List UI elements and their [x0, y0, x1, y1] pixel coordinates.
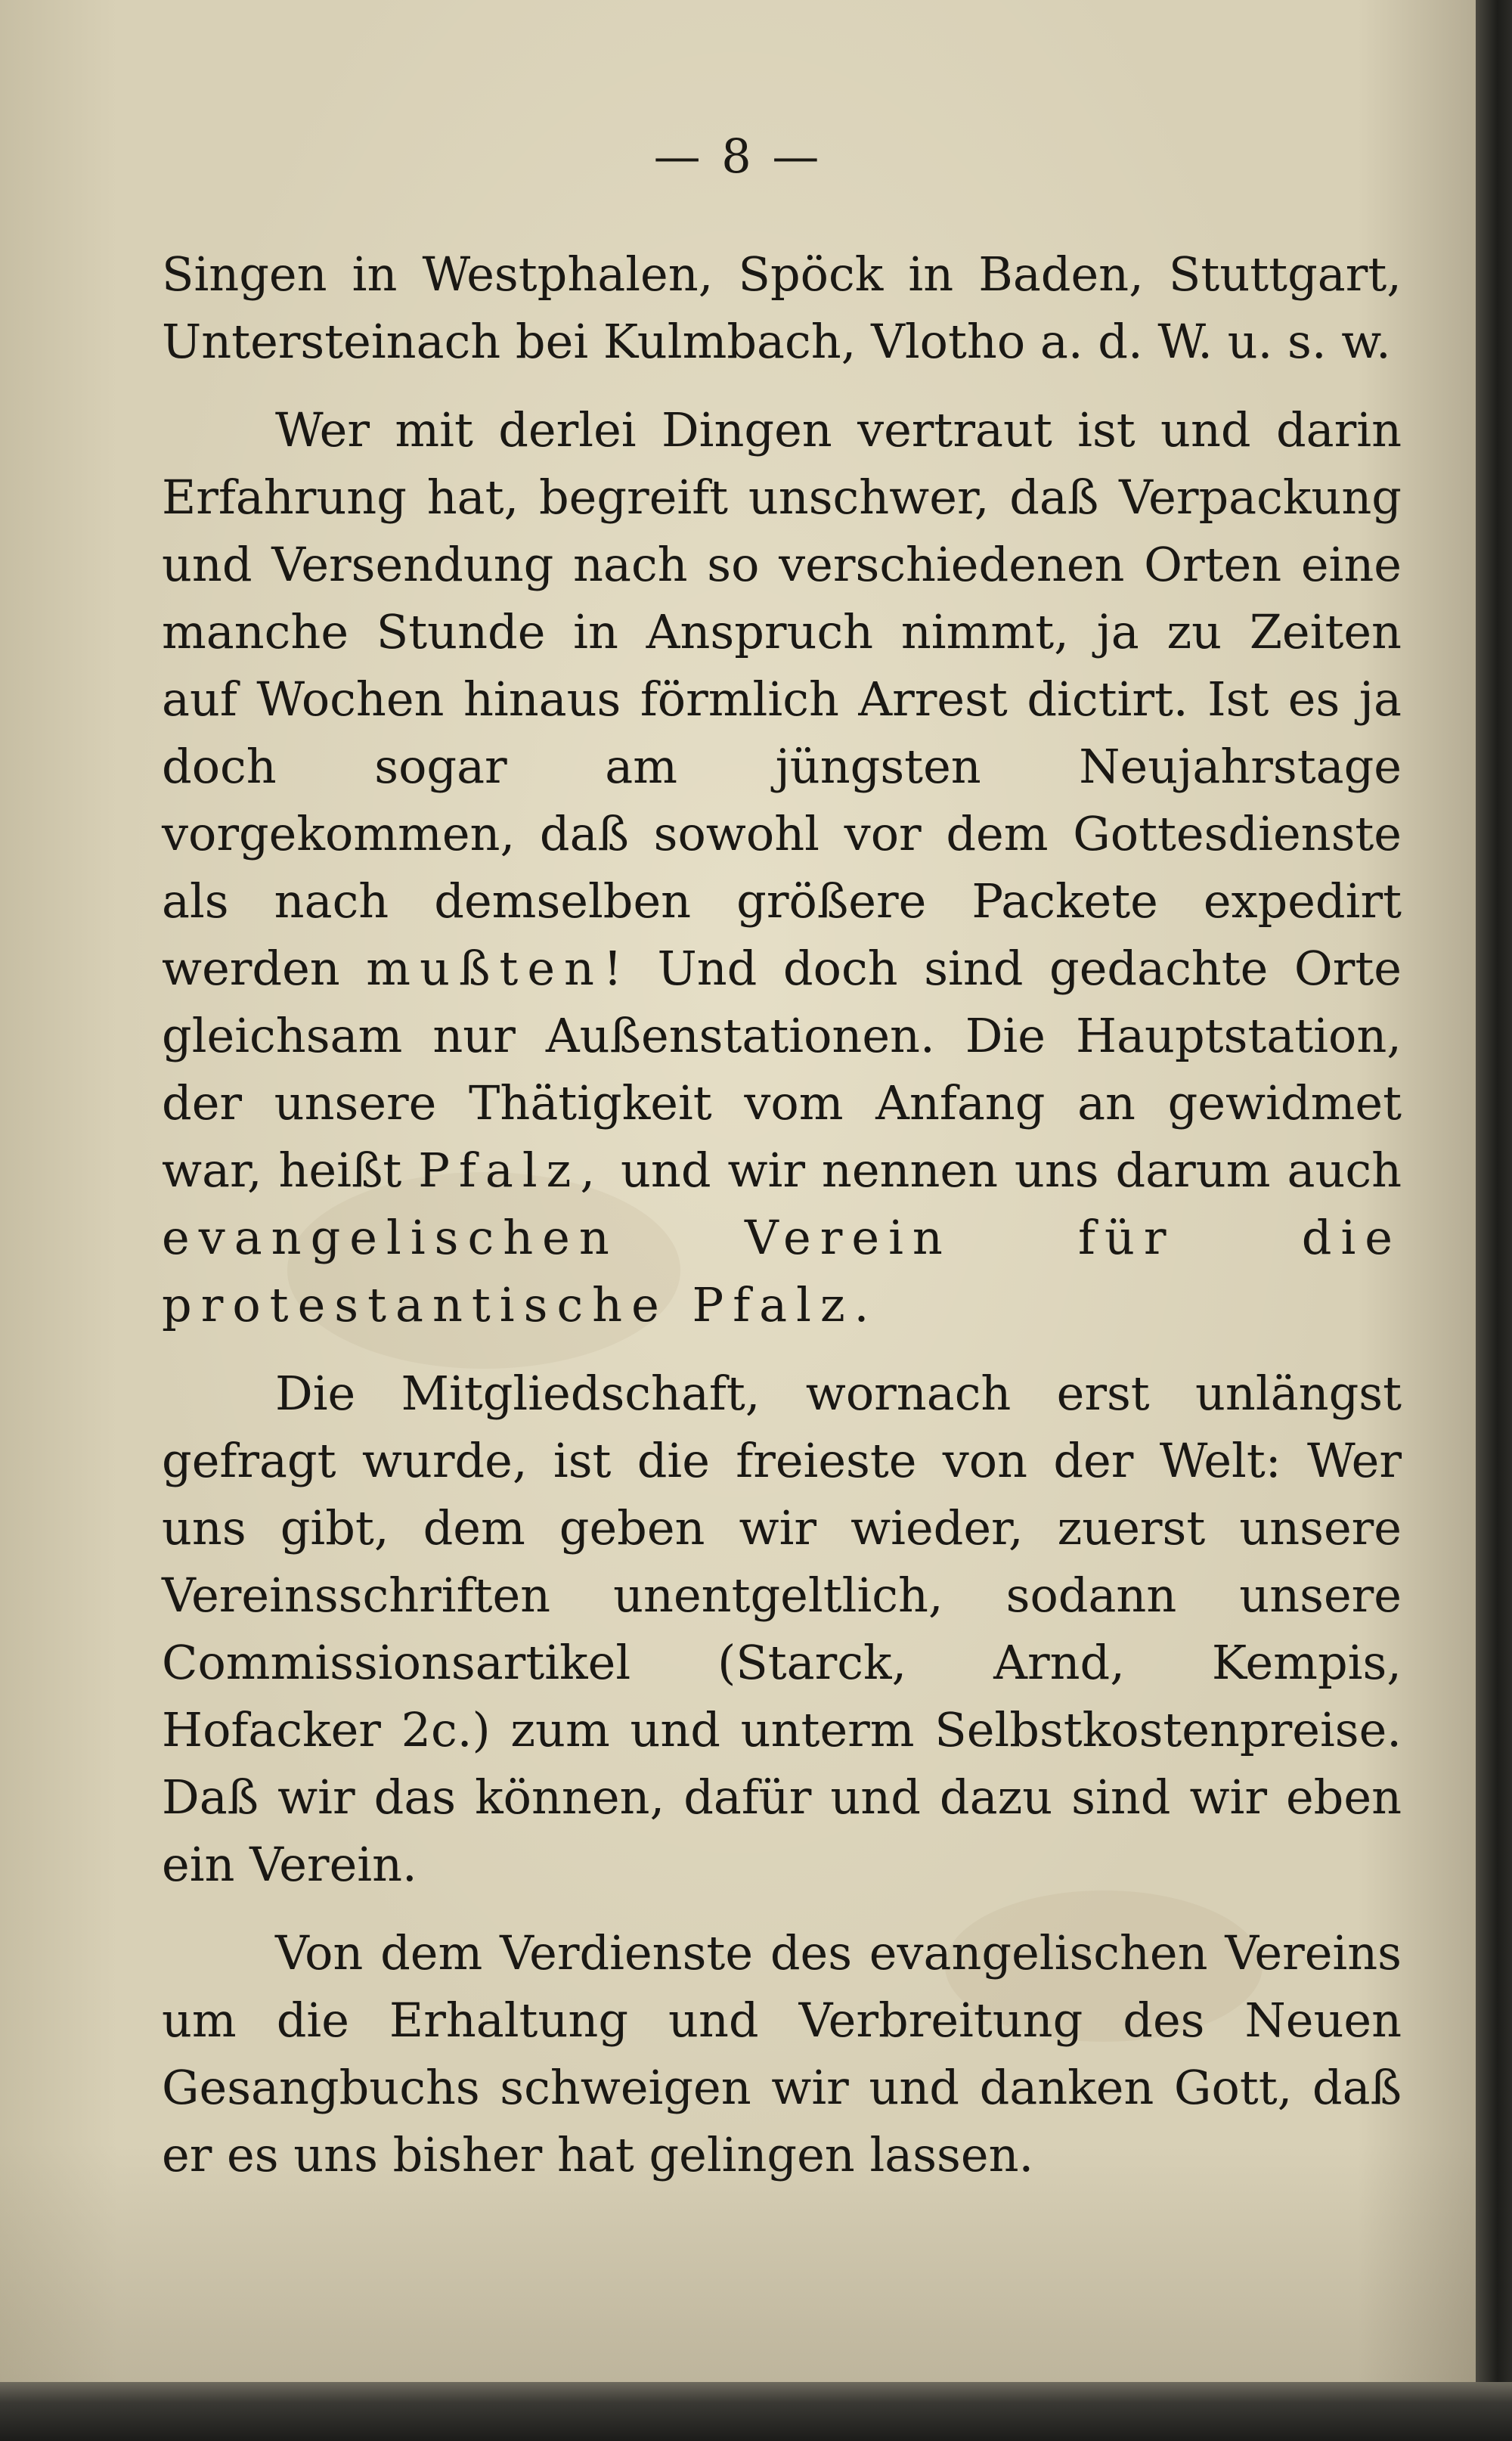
paragraph: [162, 396, 1402, 1338]
paragraph: [162, 1919, 1402, 2188]
paragraph-text: Wer mit derlei Dingen vertraut ist und darin Erfahrung hat, begreift unschwer, daß Verpackung und Versendung nach so verschiedenen Orten eine manche Stunde in Anspruch nimmt, ja zu Zeiten auf Wochen hinaus förmlich Arrest dictirt. Ist es ja doch sogar am jüngsten Neujahrstage vorgekommen, daß sowohl vor dem Gottesdienste als nach demselben größere Packete expedirt werden: [162, 402, 1402, 996]
book-spine-shadow: [1476, 0, 1512, 2441]
paragraph-text: und wir nennen uns darum auch: [604, 1143, 1402, 1198]
page-number: — 8 —: [653, 129, 823, 184]
paragraph-text: Und doch sind gedachte Orte gleichsam nur Außenstationen. Die Hauptstation, der unsere Thätigkeit vom Anfang an gewidmet war, heißt: [162, 941, 1402, 1198]
paragraph-text: Die Mitgliedschaft, wornach erst unlängst gefragt wurde, ist die freieste von der Welt: Wer uns gibt, dem geben wir wieder, zuerst unsere Vereinsschriften unentgeltlich, sodann unsere Commissionsartikel (Starck, Arnd, Kempis, Hofacker 2c.) zum und unterm Selbstkostenpreise. Daß wir das können, dafür und dazu sind wir eben ein Verein.: [162, 1366, 1402, 1892]
paragraph-text: Von dem Verdienste des evangelischen Vereins um die Erhaltung und Verbreitung des Neuen Gesangbuchs schweigen wir und danken Gott, daß er es uns bisher hat gelingen lassen.: [162, 1925, 1402, 2182]
emphasized-text: mußten!: [366, 941, 631, 996]
page-bottom-edge: [0, 2382, 1512, 2441]
paragraph: [162, 240, 1402, 375]
emphasized-text: Pfalz,: [418, 1143, 605, 1198]
body-text: [162, 240, 1402, 2188]
paragraph-text: Singen in Westphalen, Spöck in Baden, Stuttgart, Untersteinach bei Kulmbach, Vlotho a. d. W. u. s. w.: [162, 247, 1402, 369]
paragraph: [162, 1360, 1402, 1898]
emphasized-text: evangelischen Verein für die protestantische Pfalz.: [162, 1210, 1402, 1332]
